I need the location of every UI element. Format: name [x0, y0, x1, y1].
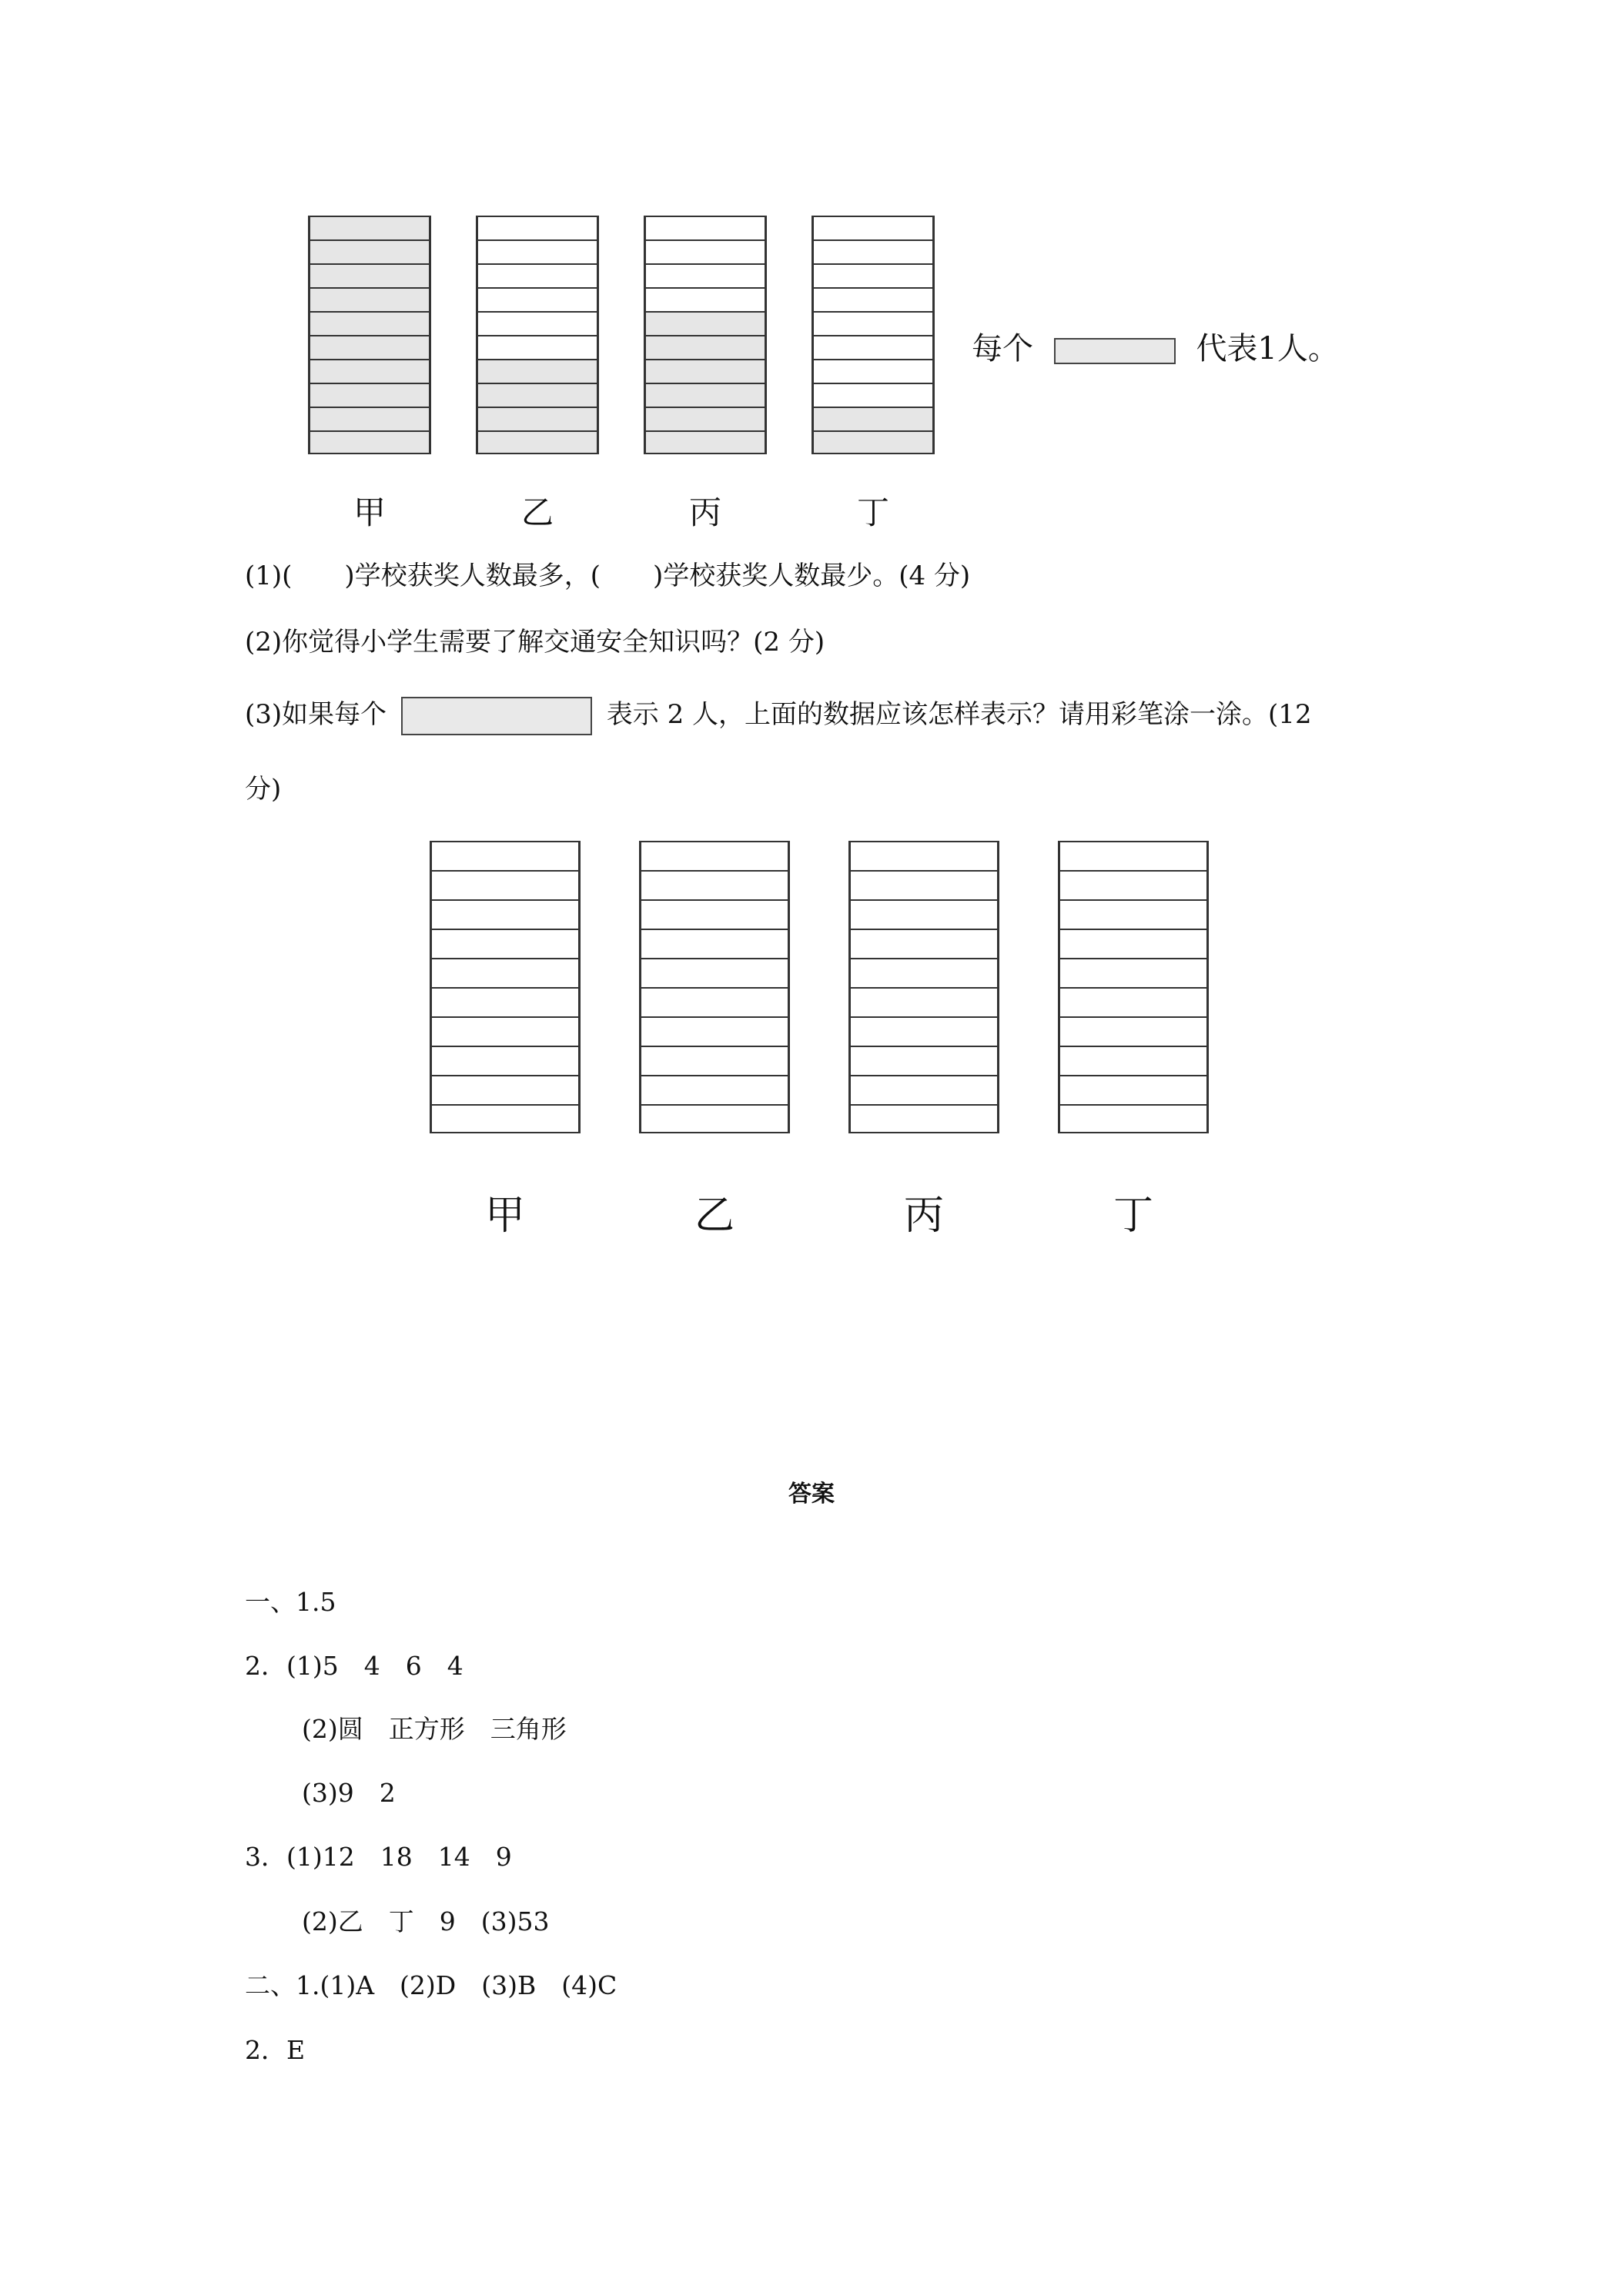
empty-cell: [478, 239, 597, 263]
filled-cell: [310, 216, 429, 239]
question-1: (1)( )学校获奖人数最多，( )学校获奖人数最少。(4 分): [245, 561, 971, 591]
empty-cell[interactable]: [1060, 958, 1206, 987]
chart1-column-ding: [812, 216, 935, 454]
empty-cell[interactable]: [432, 1075, 578, 1104]
empty-cell[interactable]: [641, 1046, 788, 1075]
filled-cell: [646, 359, 765, 383]
filled-cell: [310, 407, 429, 430]
empty-cell: [814, 239, 932, 263]
empty-cell[interactable]: [1060, 929, 1206, 958]
empty-cell[interactable]: [1060, 899, 1206, 929]
empty-cell[interactable]: [641, 899, 788, 929]
answer-line: 二、1.(1)A (2)D (3)B (4)C: [245, 1970, 617, 2000]
empty-cell[interactable]: [851, 958, 997, 987]
filled-cell: [478, 359, 597, 383]
empty-cell[interactable]: [851, 929, 997, 958]
empty-cell[interactable]: [851, 841, 997, 870]
empty-cell[interactable]: [1060, 1016, 1206, 1046]
empty-cell[interactable]: [1060, 870, 1206, 899]
filled-cell: [310, 359, 429, 383]
filled-cell: [310, 430, 429, 454]
empty-cell: [814, 263, 932, 287]
chart2-column-yi[interactable]: [639, 841, 790, 1133]
empty-cell[interactable]: [1060, 1046, 1206, 1075]
empty-cell: [478, 287, 597, 311]
empty-cell: [646, 216, 765, 239]
chart1-label-jia: 甲: [353, 494, 386, 531]
filled-cell: [310, 311, 429, 335]
answer-line: (3)9 2: [302, 1778, 396, 1808]
empty-cell[interactable]: [641, 1016, 788, 1046]
filled-cell: [814, 407, 932, 430]
empty-cell[interactable]: [641, 1104, 788, 1133]
legend-bar-icon: [1054, 338, 1176, 364]
empty-cell: [646, 287, 765, 311]
empty-cell[interactable]: [1060, 1075, 1206, 1104]
empty-cell: [646, 263, 765, 287]
empty-cell: [478, 335, 597, 359]
empty-cell[interactable]: [432, 929, 578, 958]
empty-cell[interactable]: [851, 1046, 997, 1075]
empty-cell[interactable]: [432, 958, 578, 987]
question-3: [245, 693, 1312, 735]
chart2-label-jia: 甲: [484, 1193, 525, 1239]
empty-cell: [478, 311, 597, 335]
chart1-label-ding: 丁: [856, 494, 889, 531]
answer-line: (2)乙 丁 9 (3)53: [302, 1906, 550, 1936]
filled-cell: [310, 335, 429, 359]
filled-cell: [478, 407, 597, 430]
filled-cell: [646, 383, 765, 407]
empty-cell[interactable]: [432, 1104, 578, 1133]
filled-cell: [310, 263, 429, 287]
empty-cell[interactable]: [851, 870, 997, 899]
filled-cell: [310, 287, 429, 311]
empty-cell: [646, 239, 765, 263]
empty-cell[interactable]: [851, 1104, 997, 1133]
answer-line: 3．(1)12 18 14 9: [245, 1842, 512, 1872]
empty-cell: [814, 216, 932, 239]
question-3-prefix: (3)如果每个: [245, 699, 387, 730]
empty-cell[interactable]: [432, 841, 578, 870]
empty-cell: [814, 311, 932, 335]
empty-cell: [814, 335, 932, 359]
filled-cell: [478, 383, 597, 407]
empty-cell: [478, 216, 597, 239]
filled-cell: [310, 239, 429, 263]
answer-line: 一、1.5: [245, 1587, 336, 1617]
empty-cell[interactable]: [851, 1075, 997, 1104]
empty-cell: [814, 287, 932, 311]
filled-cell: [646, 335, 765, 359]
answer-line: 2．(1)5 4 6 4: [245, 1651, 463, 1681]
empty-cell[interactable]: [432, 987, 578, 1016]
empty-cell[interactable]: [641, 841, 788, 870]
chart2-label-ding: 丁: [1113, 1193, 1153, 1239]
filled-cell: [646, 430, 765, 454]
chart2-label-bing: 丙: [903, 1193, 944, 1239]
empty-cell[interactable]: [641, 870, 788, 899]
empty-cell: [814, 359, 932, 383]
filled-cell: [646, 407, 765, 430]
empty-cell[interactable]: [432, 899, 578, 929]
legend-prefix: 每个: [972, 331, 1033, 366]
chart1-label-yi: 乙: [520, 494, 554, 531]
question-2: (2)你觉得小学生需要了解交通安全知识吗？(2 分): [245, 627, 825, 658]
chart1-column-jia: [308, 216, 431, 454]
answer-line: 2．E: [245, 2035, 306, 2065]
empty-cell[interactable]: [1060, 841, 1206, 870]
chart2-column-ding[interactable]: [1058, 841, 1209, 1133]
filled-cell: [310, 383, 429, 407]
empty-cell[interactable]: [1060, 987, 1206, 1016]
empty-cell[interactable]: [432, 870, 578, 899]
question-3-bar-icon: [401, 697, 592, 735]
empty-cell[interactable]: [432, 1016, 578, 1046]
empty-cell[interactable]: [641, 987, 788, 1016]
legend-suffix: 代表1人。: [1196, 331, 1339, 366]
chart2-column-jia[interactable]: [430, 841, 581, 1133]
empty-cell[interactable]: [1060, 1104, 1206, 1133]
empty-cell[interactable]: [851, 1016, 997, 1046]
chart1-legend: [972, 324, 1339, 368]
chart1-column-yi: [476, 216, 599, 454]
question-3-continuation: 分): [245, 774, 282, 805]
filled-cell: [646, 311, 765, 335]
empty-cell[interactable]: [851, 987, 997, 1016]
chart2-label-yi: 乙: [694, 1193, 735, 1239]
filled-cell: [478, 430, 597, 454]
chart2-column-bing[interactable]: [848, 841, 999, 1133]
answers-title: 答案: [788, 1481, 835, 1508]
filled-cell: [814, 430, 932, 454]
empty-cell[interactable]: [851, 899, 997, 929]
empty-cell[interactable]: [641, 1075, 788, 1104]
empty-cell: [478, 263, 597, 287]
empty-cell[interactable]: [641, 929, 788, 958]
chart1-label-bing: 丙: [688, 494, 721, 531]
chart1-column-bing: [644, 216, 767, 454]
empty-cell[interactable]: [641, 958, 788, 987]
empty-cell[interactable]: [432, 1046, 578, 1075]
question-3-suffix: 表示 2 人，上面的数据应该怎样表示？请用彩笔涂一涂。(12: [606, 699, 1312, 730]
answer-line: (2)圆 正方形 三角形: [302, 1714, 567, 1744]
empty-cell: [814, 383, 932, 407]
